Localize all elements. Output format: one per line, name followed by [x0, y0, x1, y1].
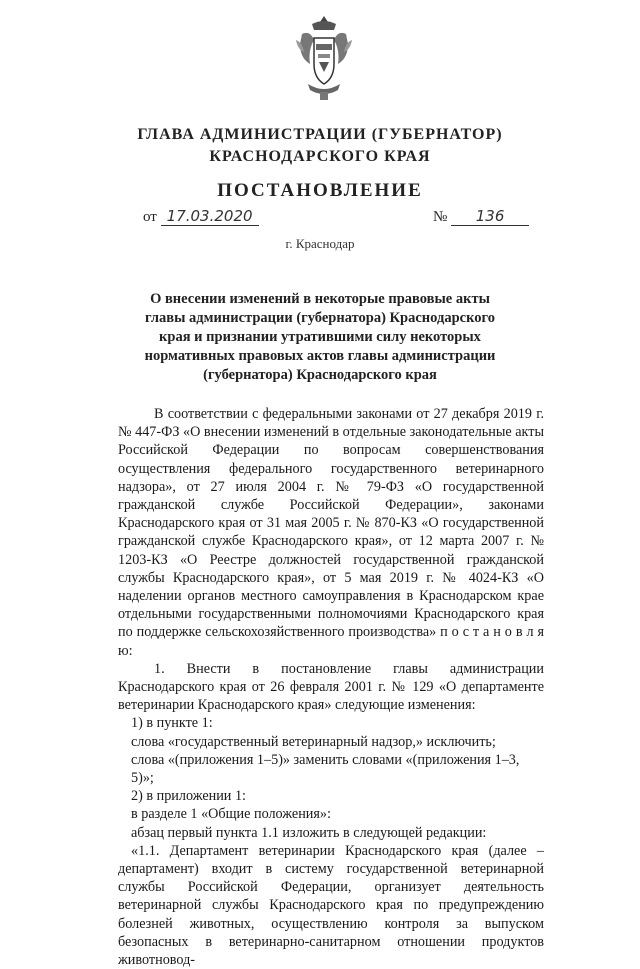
subitem-1b: слова «(приложения 1–5)» заменить словами «(приложения 1–3, 5)»; — [131, 751, 520, 787]
quoted-amendment-paragraph: «1.1. Департамент ветеринарии Краснодарского края (далее – департамент) входит в систему государственной ветеринарной службы Российской Федерации, организует деятельность ветеринарной службы Краснодарского края по предупреждению болезней животных, осуществлению контроля за выпуском безопасных в ветеринарно-санитарном отношении продуктов животновод- — [118, 842, 544, 969]
item-1-paragraph: 1. Внести в постановление главы администрации Краснодарского края от 26 февраля 2001 г. № 129 «О департаменте ветеринарии Краснодарского края» следующие изменения: — [118, 660, 544, 714]
number-prefix: № — [433, 209, 448, 225]
number-line — [433, 207, 529, 226]
issuer-title-line2: КРАСНОДАРСКОГО КРАЯ — [209, 148, 431, 165]
document-subject: О внесении изменений в некоторые правовые акты главы администрации (губернатора) Краснодарского края и признании утратившими силу некоторых нормативных правовых актов главы администрации (губернатора) Краснодарского края — [144, 291, 496, 383]
document-body — [118, 405, 544, 969]
subitem-1: 1) в пункте 1: — [131, 715, 213, 732]
handwritten-date: 17.03.2020 — [161, 207, 259, 226]
city-name: г. Краснодар — [285, 236, 355, 251]
subitem-2: 2) в приложении 1: — [131, 788, 246, 805]
subitem-2a: в разделе 1 «Общие положения»: — [131, 806, 331, 823]
coat-of-arms-emblem — [294, 14, 354, 102]
subitem-1a: слова «государственный ветеринарный надзор,» исключить; — [131, 733, 496, 750]
issuer-title-line1: ГЛАВА АДМИНИСТРАЦИИ (ГУБЕРНАТОР) — [137, 126, 503, 143]
preamble-paragraph: В соответствии с федеральными законами от 27 декабря 2019 г. № 447-ФЗ «О внесении изменений в отдельные законодательные акты Российской Федерации по вопросам совершенствования осуществления федерального государственного ветеринарного надзора», от 27 июля 2004 г. № 79-ФЗ «О государственной гражданской службе Российской Федерации», законами Краснодарского края от 31 мая 2005 г. № 870-КЗ «О государственной гражданской службе Краснодарского края», от 12 марта 2007 г. № 1203-КЗ «О Реестре должностей государственной гражданской службы Краснодарского края», от 5 мая 2019 г. № 4024-КЗ «О наделении органов местного самоуправления в Краснодарском крае отдельными государственными полномочиями Краснодарского края по поддержке сельскохозяйственного производства» п о с т а н о в л я ю: — [118, 406, 544, 659]
document-type-title: ПОСТАНОВЛЕНИЕ — [217, 180, 423, 201]
date-line — [143, 207, 259, 226]
subitem-2b: абзац первый пункта 1.1 изложить в следующей редакции: — [131, 824, 487, 841]
handwritten-number: 136 — [451, 207, 529, 226]
date-prefix: от — [143, 209, 157, 225]
